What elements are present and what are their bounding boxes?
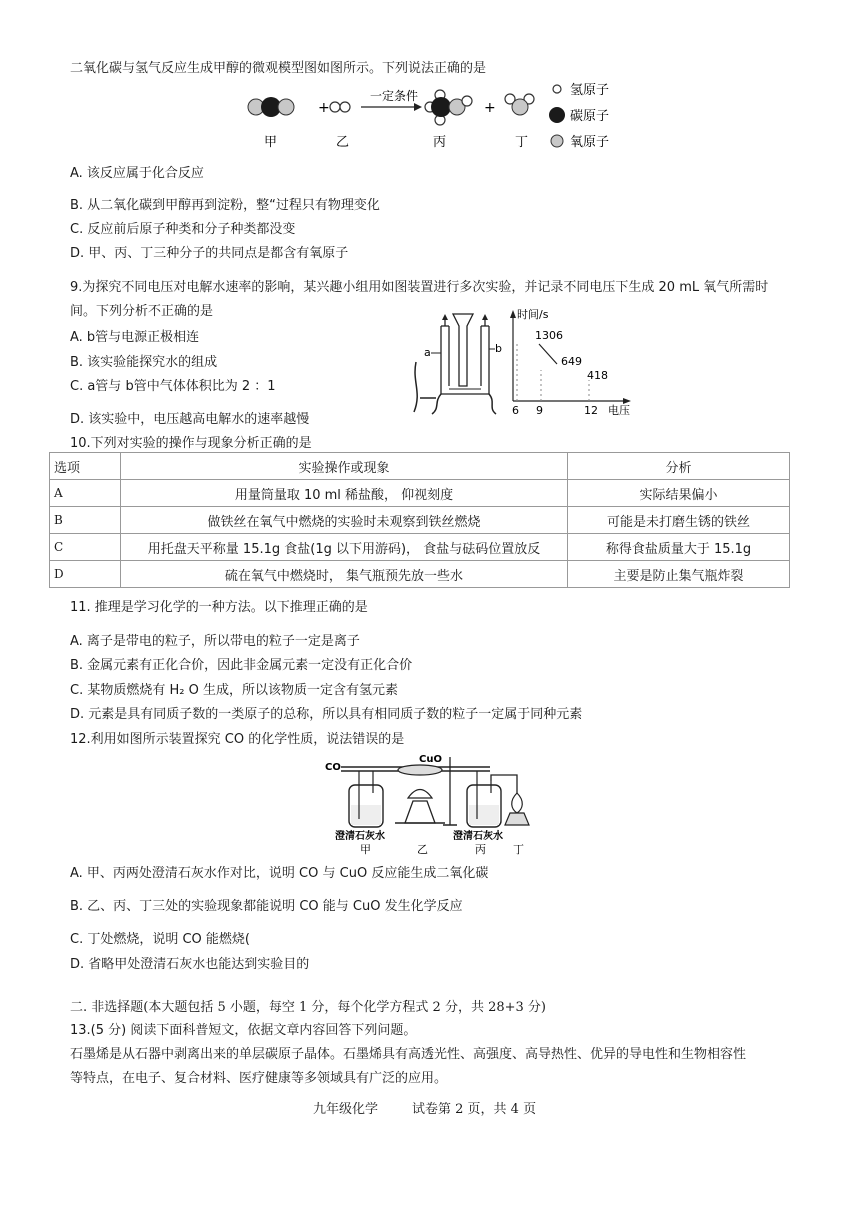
bottle-label-1: 澄清石灰水 (335, 831, 385, 842)
chart-ylabel: 时间/s (517, 308, 549, 321)
q9-option-a: A. b管与电源正极相连 (70, 330, 200, 345)
table-cell: B (50, 507, 121, 534)
q11-stem: 11. 推理是学习化学的一种方法。以下推理正确的是 (70, 600, 368, 615)
table-cell: 实际结果偏小 (568, 480, 790, 507)
q11-option-c: C. 某物质燃烧有 H₂ O 生成，所以该物质一定含有氢元素 (70, 683, 398, 698)
svg-text:a: a (424, 346, 431, 359)
chart-series-line (539, 344, 557, 364)
table-cell: C (50, 534, 121, 561)
co-label: CO (325, 762, 341, 773)
svg-text:b: b (495, 342, 502, 355)
table-cell: 可能是未打磨生锈的铁丝 (568, 507, 790, 534)
chart-x-tick-label: 9 (536, 404, 543, 417)
h2-molecule-icon (330, 102, 350, 112)
q8-option-c: C. 反应前后原子种类和分子种类都没变 (70, 222, 296, 237)
water-molecule-icon (505, 94, 534, 115)
table-cell: 称得食盐质量大于 15.1g (568, 534, 790, 561)
q12-option-a: A. 甲、丙两处澄清石灰水作对比，说明 CO 与 CuO 反应能生成二氧化碳 (70, 866, 489, 881)
footer-subject: 九年级化学 (313, 1102, 379, 1117)
q9-option-b: B. 该实验能探究水的组成 (70, 355, 218, 370)
label-bing: 丙 (433, 135, 447, 150)
table-row (50, 561, 790, 588)
label-ding: 丁 (515, 135, 529, 150)
table-cell: 用托盘天平称量 15.1g 食盐(1g 以下用游码)， 食盐与砝码位置放反 (121, 534, 568, 561)
table-cell: D (50, 561, 121, 588)
chart-point-label: 1306 (535, 329, 563, 342)
q12-stem: 12.利用如图所示装置探究 CO 的化学性质，说法错误的是 (70, 732, 405, 747)
q11-option-a: A. 离子是带电的粒子，所以带电的粒子一定是离子 (70, 634, 360, 649)
table-row (50, 507, 790, 534)
q12-option-d: D. 省略甲处澄清石灰水也能达到实验目的 (70, 957, 310, 972)
table-header-cell: 选项 (50, 453, 121, 480)
q13-stem: 13.(5 分) 阅读下面科普短文，依据文章内容回答下列问题。 (70, 1023, 417, 1038)
carbon-atom-icon (549, 107, 565, 123)
table-cell: 做铁丝在氧气中燃烧的实验时未观察到铁丝燃烧 (121, 507, 568, 534)
methanol-molecule-icon (425, 90, 472, 125)
q11-option-d: D. 元素是具有同质子数的一类原子的总称，所以具有相同质子数的粒子一定属于同种元素 (70, 707, 583, 722)
q11-option-b: B. 金属元素有正化合价，因此非金属元素一定没有正化合价 (70, 658, 413, 673)
legend-oxygen: 氧原子 (570, 135, 610, 150)
table-cell: 硫在氧气中燃烧时， 集气瓶预先放一些水 (121, 561, 568, 588)
q10-analysis-table (49, 452, 790, 588)
table-header-row (50, 453, 790, 480)
legend-hydrogen: 氢原子 (570, 83, 610, 98)
q13-paragraph-line2: 等特点，在电子、复合材料、医疗健康等多领域具有广泛的应用。 (70, 1071, 448, 1086)
legend-carbon: 碳原子 (570, 109, 610, 124)
chart-point-label: 418 (587, 369, 608, 382)
footer-page-number: 试卷第 2 页，共 4 页 (412, 1102, 537, 1117)
hydrogen-atom-icon (553, 85, 561, 93)
section2-title: 二. 非选择题(本大题包括 5 小题，每空 1 分，每个化学方程式 2 分，共 28+3 分) (70, 1000, 546, 1015)
chart-point-label: 649 (561, 355, 582, 368)
table-row (50, 480, 790, 507)
table-cell: A (50, 480, 121, 507)
q9-option-c: C. a管与 b管中气体体积比为 2 ：1 (70, 379, 276, 394)
oxygen-atom-icon (551, 135, 563, 147)
chart-xlabel: 电压 (608, 404, 630, 417)
label-jia: 甲 (360, 843, 371, 855)
q8-molecule-figure (244, 80, 624, 155)
q10-stem: 10.下列对实验的操作与现象分析正确的是 (70, 436, 312, 451)
co2-molecule-icon (248, 97, 294, 117)
label-yi: 乙 (417, 843, 428, 855)
label-bing: 丙 (475, 843, 486, 855)
plus-sign-1: + (318, 100, 330, 116)
q8-option-b: B. 从二氧化碳到甲醇再到淀粉，整“过程只有物理变化 (70, 198, 380, 213)
co-apparatus-figure (325, 753, 545, 855)
q9-stem-line1: 9.为探究不同电压对电解水速率的影响，某兴趣小组用如图装置进行多次实验，并记录不同电压下生成 20 mL 氧气所需时 (70, 280, 769, 295)
table-row (50, 534, 790, 561)
flame-icon (505, 793, 529, 825)
q12-option-c: C. 丁处燃烧，说明 CO 能燃烧( (70, 932, 250, 947)
chart-x-tick-label: 6 (512, 404, 519, 417)
table-cell: 主要是防止集气瓶炸裂 (568, 561, 790, 588)
label-ding: 丁 (513, 843, 524, 855)
bottle-label-2: 澄清石灰水 (453, 831, 503, 842)
q13-paragraph-line1: 石墨烯是从石器中剥离出来的单层碳原子晶体。石墨烯具有高透光性、高强度、高导热性、优异的导电性和生物相容性 (70, 1047, 747, 1062)
limewater-bottle-1 (349, 771, 383, 827)
q8-option-d: D. 甲、丙、丁三种分子的共同点是都含有氧原子 (70, 246, 349, 261)
table-header-cell: 分析 (568, 453, 790, 480)
q9-stem-line2: 间。下列分析不正确的是 (70, 304, 214, 319)
chart-x-tick-label: 12 (584, 404, 598, 417)
electrolysis-apparatus (410, 312, 505, 416)
q12-option-b: B. 乙、丙、丁三处的实验现象都能说明 CO 能与 CuO 发生化学反应 (70, 899, 463, 914)
cuo-label: CuO (419, 754, 442, 765)
label-jia: 甲 (264, 135, 278, 150)
q8-option-a: A. 该反应属于化合反应 (70, 166, 204, 181)
table-header-cell: 实验操作或现象 (121, 453, 568, 480)
plus-sign-2: + (484, 100, 496, 116)
reaction-condition: 一定条件 (370, 89, 419, 103)
table-cell: 用量筒量取 10 ml 稀盐酸， 仰视刻度 (121, 480, 568, 507)
q8-stem: 二氧化碳与氢气反应生成甲醇的微观模型图如图所示。下列说法正确的是 (70, 61, 487, 76)
q9-option-d: D. 该实验中，电压越高电解水的速率越慢 (70, 412, 310, 427)
label-yi: 乙 (336, 135, 350, 150)
q9-time-voltage-chart (495, 308, 635, 418)
